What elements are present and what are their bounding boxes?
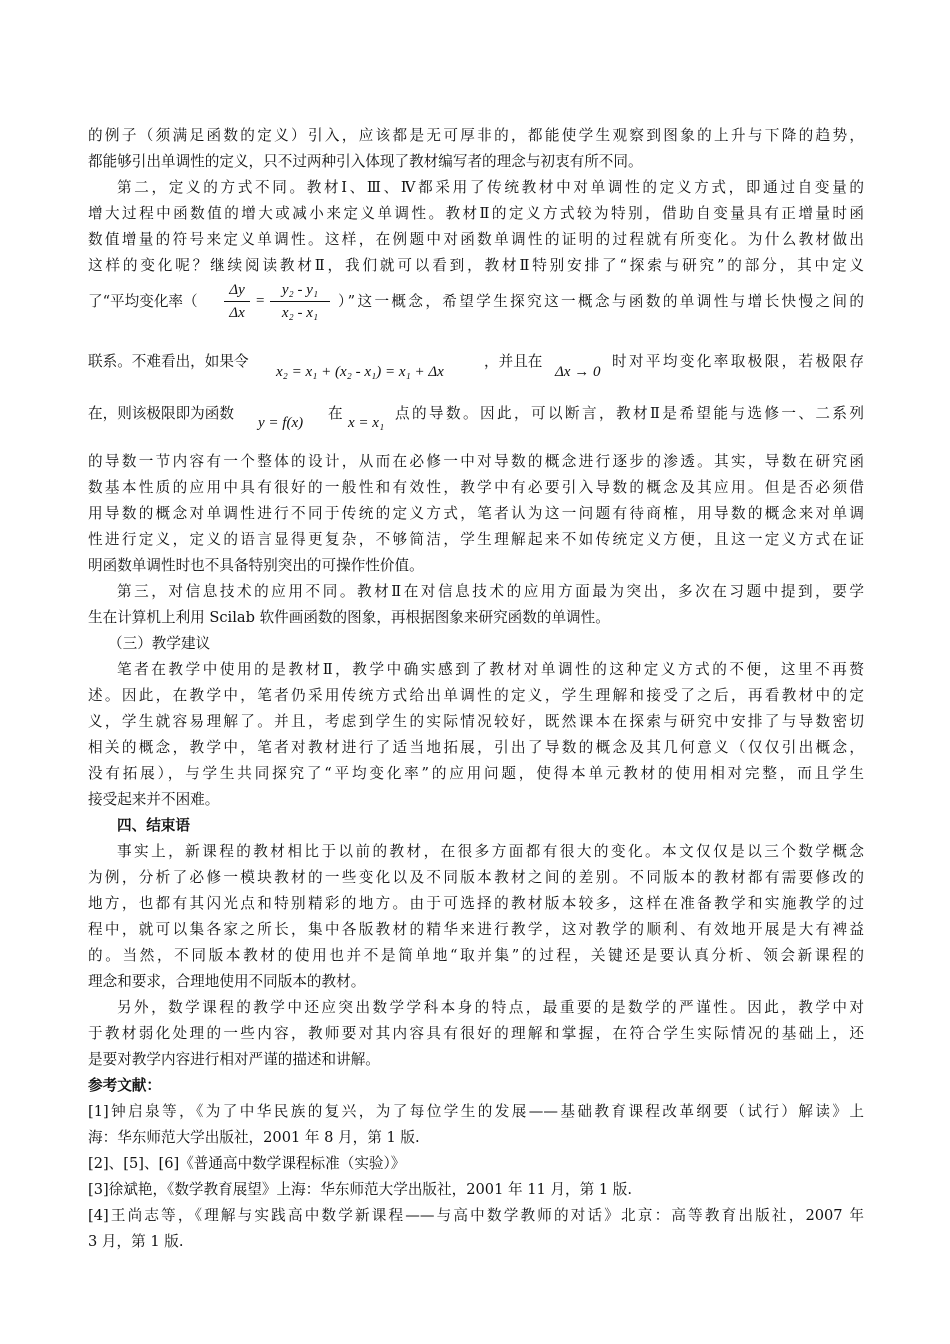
body-text-line: ）”这一概念，希望学生探究这一概念与函数的单调性与增长快慢之间的 xyxy=(338,293,864,310)
body-text-line: 地方，也都有其闪光点和特别精彩的地方。由于可选择的教材版本较多，这样在准备教学和实施教学的过 xyxy=(88,895,864,912)
references-heading: 参考文献： xyxy=(88,1077,161,1094)
body-text-line: 的例子（须满足函数的定义）引入，应该都是无可厚非的，都能使学生观察到图象的上升与下降的趋势， xyxy=(88,127,864,144)
reference-item: [1]钟启泉等，《为了中华民族的复兴，为了每位学生的发展——基础教育课程改革纲要（试行）解读》上 xyxy=(88,1103,864,1120)
body-text-line: 程中，就可以集各家之所长，集中各版教材的精华来进行教学，这对教学的顺利、有效地开展是大有裨益 xyxy=(88,921,864,938)
formula-point-text: x = x₁ xyxy=(348,415,385,431)
formula-point xyxy=(348,414,384,432)
fraction-denominator: x₂ - x₁ xyxy=(281,305,319,321)
body-text-line: 在 xyxy=(328,405,343,422)
body-text-line: 没有拓展），与学生共同探究了“平均变化率”的应用问题，使得本单元教材的使用相对完整，而且学生 xyxy=(88,765,864,782)
body-text-line: 时对平均变化率取极限，若极限存 xyxy=(612,353,864,370)
body-text-line: 的导数一节内容有一个整体的设计，从而在必修一中对导数的概念进行逐步的渗透。其实，导数在研究函 xyxy=(88,453,864,470)
body-text-line: 生在计算机上利用 Scilab 软件画函数的图象，再根据图象来研究函数的单调性。 xyxy=(88,609,610,626)
body-text-line: 第三，对信息技术的应用不同。教材Ⅱ在对信息技术的应用方面最为突出，多次在习题中提到，要学 xyxy=(117,583,864,600)
formula-function xyxy=(258,414,303,432)
reference-item: [3]徐斌艳，《数学教育展望》上海：华东师范大学出版社，2001 年 11 月，第 1 版. xyxy=(88,1181,633,1198)
body-text-line: 联系。不难看出，如果令 xyxy=(88,353,249,370)
formula-limit-text: Δx → 0 xyxy=(555,364,601,380)
body-text-line: 为例，分析了必修一模块教材的一些变化以及不同版本教材之间的差别。不同版本的教材都有需要修改的 xyxy=(88,869,864,886)
body-text-line: 了“平均变化率（ xyxy=(88,293,198,310)
body-text-line: 增大过程中函数值的增大或减小来定义单调性。教材Ⅱ的定义方式较为特别，借助自变量具有正增量时函 xyxy=(88,205,864,222)
body-text-line: 述。因此，在教学中，笔者仍采用传统方式给出单调性的定义，学生理解和接受了之后，再看教材中的定 xyxy=(88,687,864,704)
body-text-line: 于教材弱化处理的一些内容，教师要对其内容具有很好的理解和掌握，在符合学生实际情况的基础上，还 xyxy=(88,1025,864,1042)
fraction-delta-y-over-delta-x xyxy=(224,280,250,323)
body-text-line: 点的导数。因此，可以断言，教材Ⅱ是希望能与选修一、二系列 xyxy=(395,405,864,422)
body-text-line: ，并且在 xyxy=(484,353,543,370)
body-text-line: 这样的变化呢？继续阅读教材Ⅱ，我们就可以看到，教材Ⅱ特别安排了“探索与研究”的部分，其中定义 xyxy=(88,257,864,274)
body-text-line: 另外，数学课程的教学中还应突出数学学科本身的特点，最重要的是数学的严谨性。因此，教学中对 xyxy=(117,999,864,1016)
formula-limit xyxy=(555,363,600,381)
section-heading: （三）教学建议 xyxy=(108,635,211,652)
fraction-difference-quotient xyxy=(270,280,330,323)
fraction-numerator: Δy xyxy=(229,282,245,298)
body-text-line: 理念和要求，合理地使用不同版本的教材。 xyxy=(88,973,366,990)
reference-item: [4]王尚志等，《理解与实践高中数学新课程——与高中数学教师的对话》北京：高等教育出版社，2007 年 xyxy=(88,1207,864,1224)
formula-function-text: y = f(x) xyxy=(258,415,304,431)
body-text-line: 事实上，新课程的教材相比于以前的教材，在很多方面都有很大的变化。本文仅仅是以三个数学概念 xyxy=(117,843,864,860)
body-text-line: 在，则该极限即为函数 xyxy=(88,405,234,422)
body-text-line: 笔者在教学中使用的是教材Ⅱ，教学中确实感到了教材对单调性的这种定义方式的不便，这里不再赘 xyxy=(117,661,864,678)
body-text-line: 都能够引出单调性的定义，只不过两种引入体现了教材编写者的理念与初衷有所不同。 xyxy=(88,153,643,170)
body-text-line: 明函数单调性时也不具备特别突出的可操作性价值。 xyxy=(88,557,424,574)
reference-item: [2]、[5]、[6]《普通高中数学课程标准（实验）》 xyxy=(88,1155,406,1172)
body-text-line: 用导数的概念对单调性进行不同于传统的定义方式，笔者认为这一问题有待商榷，用导数的概念来对单调 xyxy=(88,505,864,522)
body-text-line: 的。当然，不同版本教材的使用也并不是简单地“取并集”的过程，关键还是要认真分析、领会新课程的 xyxy=(88,947,864,964)
body-text-line: 接受起来并不困难。 xyxy=(88,791,220,808)
formula-x2-definition xyxy=(276,363,444,381)
body-text-line: 第二，定义的方式不同。教材Ⅰ、Ⅲ、Ⅳ都采用了传统教材中对单调性的定义方式，即通过自变量的 xyxy=(117,179,864,196)
body-text-line: 相关的概念，教学中，笔者对教材进行了适当地拓展，引出了导数的概念及其几何意义（仅仅引出概念， xyxy=(88,739,864,756)
fraction-denominator: Δx xyxy=(229,305,245,321)
body-text-line: 义，学生就容易理解了。并且，考虑到学生的实际情况较好，既然课本在探索与研究中安排了与导数密切 xyxy=(88,713,864,730)
reference-item: 海：华东师范大学出版社，2001 年 8 月，第 1 版. xyxy=(88,1129,420,1146)
fraction-numerator: y₂ - y₁ xyxy=(281,282,319,298)
formula-x2-text: x₂ = x₁ + (x₂ - x₁) = x₁ + Δx xyxy=(276,364,444,380)
body-text-line: 数基本性质的应用中具有很好的一般性和有效性，教学中有必要引入导数的概念及其应用。但是否必须借 xyxy=(88,479,864,496)
body-text-line: 是要对教学内容进行相对严谨的描述和讲解。 xyxy=(88,1051,380,1068)
section-heading: 四、结束语 xyxy=(117,817,190,834)
reference-item: 3 月，第 1 版. xyxy=(88,1233,184,1250)
equals-sign: = xyxy=(256,293,265,309)
body-text-line: 性进行定义，定义的语言显得更复杂，不够简洁，学生理解起来不如传统定义方便，且这一定义方式在证 xyxy=(88,531,864,548)
body-text-line: 数值增量的符号来定义单调性。这样，在例题中对函数单调性的证明的过程就有所变化。为什么教材做出 xyxy=(88,231,864,248)
